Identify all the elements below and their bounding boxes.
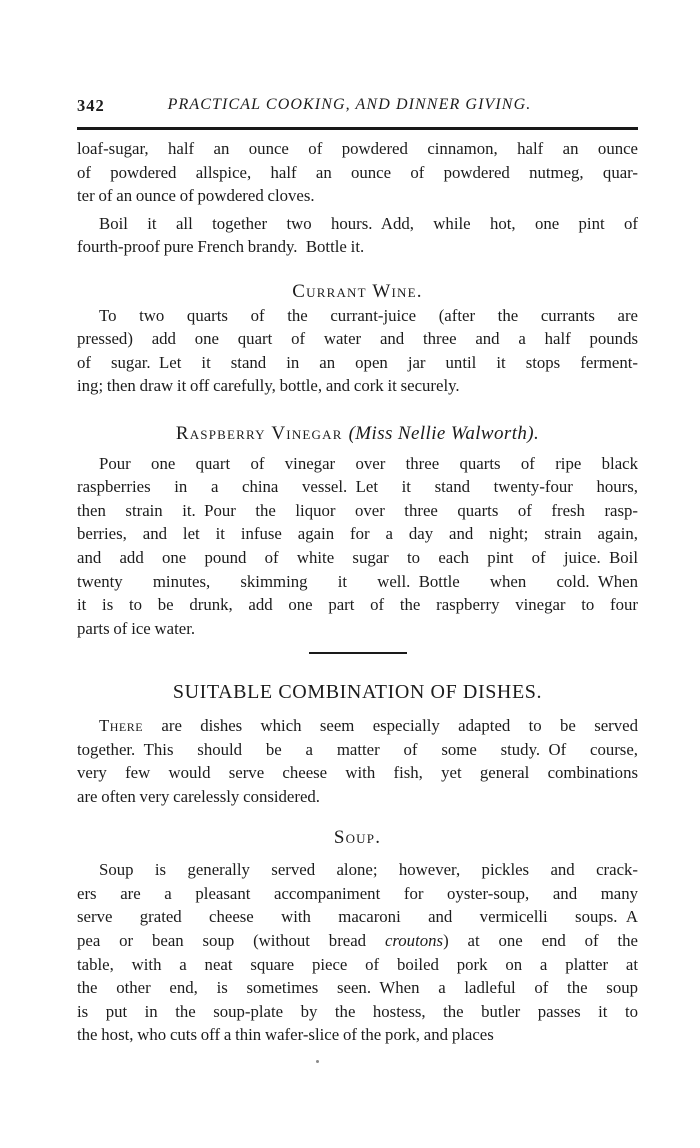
text-line: of powdered allspice, half an ounce of powdered nutmeg, quar- — [77, 162, 638, 182]
lead-rest: are dishes which seem especially adapted to be served — [143, 716, 638, 736]
text-line: is put in the soup-plate by the hostess, the butler passes it to — [77, 1001, 638, 1021]
header-rule — [77, 127, 638, 130]
recipe-attribution: (Miss Nellie Walworth). — [348, 422, 540, 444]
paragraph-spiced-brandy-continuation — [77, 137, 638, 208]
text-line: raspberries in a china vessel. Let it stand twenty-four hours, — [77, 477, 638, 497]
paragraph-currant-wine — [77, 304, 638, 398]
recipe-heading-currant-wine: Currant Wine. — [292, 280, 423, 302]
text-line: Boil it all together two hours. Add, while hot, one pint of — [99, 213, 638, 233]
paragraph-section-intro — [77, 714, 638, 808]
subsection-heading-soup: Soup. — [333, 826, 382, 848]
croutons-pre: pea or bean soup (without bread — [77, 931, 385, 951]
paragraph-soup — [77, 858, 638, 1047]
text-line: fourth-proof pure French brandy. Bottle it. — [77, 237, 365, 257]
text-line: are often very carelessly considered. — [77, 787, 321, 807]
text-line: To two quarts of the currant-juice (after the currants are — [99, 305, 638, 325]
page-header — [77, 95, 638, 117]
text-line: table, with a neat square piece of boiled pork on a platter at — [77, 954, 638, 974]
recipe-heading-raspberry-vinegar — [77, 422, 638, 446]
text-line: ers are a pleasant accompaniment for oyster-soup, and many — [77, 883, 638, 903]
text-line: and add one pound of white sugar to each pint of juice. Boil — [77, 547, 638, 567]
paragraph-boil-instructions — [77, 212, 638, 259]
page-number: 342 — [77, 96, 105, 115]
text-line: pressed) add one quart of water and three and a half pounds — [77, 329, 638, 349]
text-line: then strain it. Pour the liquor over three quarts of fresh rasp- — [77, 500, 638, 520]
text-line: very few would serve cheese with fish, yet general combinations — [77, 763, 638, 783]
text-line: berries, and let it infuse again for a day and night; strain again, — [77, 524, 638, 544]
text-line: serve grated cheese with macaroni and vermicelli soups. A — [77, 907, 638, 927]
text-line: it is to be drunk, add one part of the raspberry vinegar to four — [77, 595, 638, 615]
paragraph-raspberry-vinegar — [77, 452, 638, 641]
text-line: Soup is generally served alone; however, pickles and crack- — [99, 860, 638, 880]
text-line — [77, 714, 638, 738]
croutons-italic: croutons — [384, 931, 444, 951]
text-line: together. This should be a matter of some study. Of course, — [77, 739, 638, 759]
text-line: of sugar. Let it stand in an open jar until it stops ferment- — [77, 352, 638, 372]
croutons-post: ) at one end of the — [443, 931, 638, 951]
text-line: ter of an ounce of powdered cloves. — [77, 186, 315, 206]
scan-speck — [316, 1060, 319, 1063]
text-column — [77, 137, 638, 1047]
text-line: the other end, is sometimes seen. When a ladleful of the soup — [77, 978, 638, 998]
text-line: parts of ice water. — [77, 618, 196, 638]
text-line: the host, who cuts off a thin wafer-slice of the pork, and places — [77, 1025, 494, 1045]
lead-word-smallcaps: There — [99, 716, 144, 736]
text-line: ing; then draw it off carefully, bottle, and cork it securely. — [77, 376, 460, 396]
text-line-croutons — [77, 929, 638, 953]
text-line: Pour one quart of vinegar over three quarts of ripe black — [99, 453, 638, 473]
text-line: twenty minutes, skimming it well. Bottle when cold. When — [77, 571, 638, 591]
running-title: PRACTICAL COOKING, AND DINNER GIVING. — [167, 96, 532, 113]
recipe-name: Raspberry Vinegar — [175, 422, 349, 444]
section-title: SUITABLE COMBINATION OF DISHES. — [172, 681, 543, 704]
section-divider — [309, 652, 407, 654]
text-line: loaf-sugar, half an ounce of powdered cinnamon, half an ounce — [77, 139, 638, 158]
